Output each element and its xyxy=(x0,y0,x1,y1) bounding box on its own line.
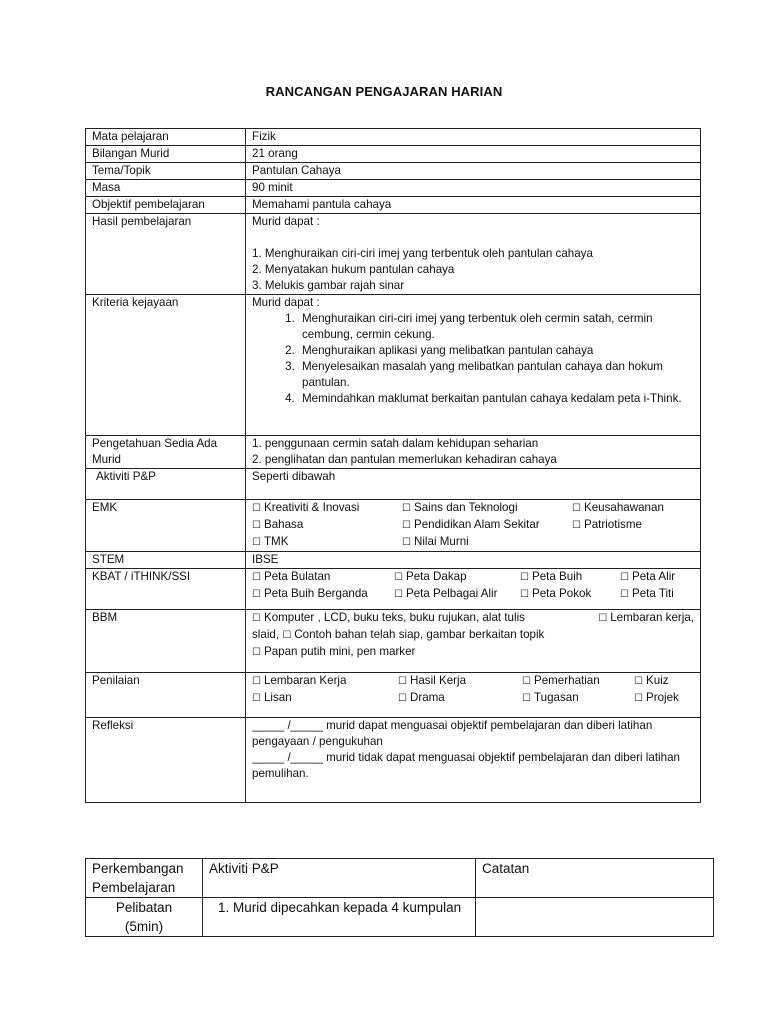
refleksi-text: _____ /_____ murid tidak dapat menguasai objektif pembelajaran dan diberi latihan pemulihan. xyxy=(252,751,680,780)
column-header: Aktiviti P&P xyxy=(203,859,476,898)
row-value: Seperti dibawah xyxy=(246,469,701,500)
row-value xyxy=(246,610,701,673)
table-row xyxy=(86,552,701,569)
page-title: RANCANGAN PENGAJARAN HARIAN xyxy=(265,84,503,99)
table-row xyxy=(86,146,701,163)
list-item: 3. Menyelesaikan masalah yang melibatkan pantulan cahaya dan hokum pantulan. xyxy=(298,359,694,391)
row-value: Fizik xyxy=(246,129,701,146)
row-label: KBAT / iTHINK/SSI xyxy=(86,569,246,610)
table-row xyxy=(86,163,701,180)
activity-cell xyxy=(203,898,476,937)
list-item: 2. Menghuraikan aplikasi yang melibatkan pantulan cahaya xyxy=(298,343,694,359)
table-row xyxy=(86,469,701,500)
list-item: 1. Menghuraikan ciri-ciri imej yang terbentuk oleh pantulan cahaya xyxy=(252,247,593,260)
row-value xyxy=(246,673,701,718)
development-table xyxy=(85,858,714,937)
list-item: 3. Melukis gambar rajah sinar xyxy=(252,279,405,292)
bbm-line xyxy=(252,644,694,661)
emk-options xyxy=(252,500,694,551)
list-item: 2. Menyatakan hukum pantulan cahaya xyxy=(252,263,455,276)
table-row xyxy=(86,898,714,937)
intro-text: Murid dapat : xyxy=(252,296,320,309)
row-label: Bilangan Murid xyxy=(86,146,246,163)
row-label: Aktiviti P&P xyxy=(86,469,246,500)
table-row xyxy=(86,295,701,436)
row-label: Tema/Topik xyxy=(86,163,246,180)
row-value xyxy=(246,214,701,295)
table-row xyxy=(86,673,701,718)
row-label: Mata pelajaran xyxy=(86,129,246,146)
intro-text: Murid dapat : xyxy=(252,215,320,228)
checkbox-option[interactable]: ☐ Tugasan xyxy=(522,690,634,707)
checkbox-option[interactable]: ☐ Peta Buih Berganda xyxy=(252,586,394,603)
checkbox-option[interactable]: ☐ Projek xyxy=(634,690,694,707)
checkbox-option[interactable]: ☐ Peta Bulatan xyxy=(252,569,394,586)
table-header-row xyxy=(86,859,714,898)
checkbox-option[interactable]: ☐ Komputer , LCD, buku teks, buku rujukan, alat tulis xyxy=(252,610,525,627)
row-value xyxy=(246,436,701,469)
row-value xyxy=(246,500,701,552)
checkbox-option[interactable]: ☐ Pemerhatian xyxy=(522,673,634,690)
bbm-text: slaid, xyxy=(252,628,280,641)
list-item: 1. penggunaan cermin satah dalam kehidupan seharian xyxy=(252,437,539,450)
bbm-line xyxy=(252,627,694,644)
checkbox-option[interactable]: ☐ Peta Pelbagai Alir xyxy=(394,586,520,603)
checkbox-option[interactable]: ☐ Hasil Kerja xyxy=(398,673,522,690)
checkbox-option[interactable]: ☐ Kreativiti & Inovasi xyxy=(252,500,402,517)
row-label: Masa xyxy=(86,180,246,197)
column-header: Catatan xyxy=(476,859,714,898)
checkbox-option[interactable]: ☐ Contoh bahan telah siap, gambar berkaitan topik xyxy=(282,628,544,641)
checkbox-option[interactable]: ☐ Lembaran Kerja xyxy=(252,673,398,690)
row-value: Memahami pantula cahaya xyxy=(246,197,701,214)
column-header: Perkembangan Pembelajaran xyxy=(86,859,203,898)
row-value xyxy=(246,569,701,610)
row-label: Refleksi xyxy=(86,718,246,803)
checkbox-option[interactable]: ☐ Lembaran kerja, xyxy=(598,610,694,627)
checkbox-option[interactable]: ☐ Peta Titi xyxy=(620,586,690,603)
row-label: Hasil pembelajaran xyxy=(86,214,246,295)
table-row xyxy=(86,610,701,673)
table-row xyxy=(86,436,701,469)
note-cell xyxy=(476,898,714,937)
checkbox-option[interactable]: ☐ Sains dan Teknologi xyxy=(402,500,572,517)
stage-name: Pelibatan xyxy=(115,900,173,915)
row-value: IBSE xyxy=(246,552,701,569)
activity-list xyxy=(209,898,469,917)
table-row xyxy=(86,180,701,197)
row-label: Kriteria kejayaan xyxy=(86,295,246,436)
stage-time: (5min) xyxy=(124,919,164,934)
checkbox-option[interactable]: ☐ Pendidikan Alam Sekitar xyxy=(402,517,572,534)
checkbox-option[interactable]: ☐ Kuiz xyxy=(634,673,694,690)
checkbox-option[interactable]: ☐ Drama xyxy=(398,690,522,707)
table-row xyxy=(86,129,701,146)
table-row xyxy=(86,718,701,803)
list-item: 2. penglihatan dan pantulan memerlukan kehadiran cahaya xyxy=(252,453,557,466)
checkbox-option[interactable]: ☐ Keusahawanan xyxy=(572,500,682,517)
row-value: 90 minit xyxy=(246,180,701,197)
row-value xyxy=(246,295,701,436)
checkbox-option[interactable]: ☐ Lisan xyxy=(252,690,398,707)
list-item: 1. Menghuraikan ciri-ciri imej yang terbentuk oleh cermin satah, cermin cembung, cermin cekung. xyxy=(298,311,694,343)
checkbox-option[interactable]: ☐ Peta Buih xyxy=(520,569,620,586)
list-item: 4. Memindahkan maklumat berkaitan pantulan cahaya kedalam peta i-Think. xyxy=(298,391,694,407)
row-value: Pantulan Cahaya xyxy=(246,163,701,180)
stage-cell xyxy=(86,898,203,937)
table-row xyxy=(86,569,701,610)
kbat-options xyxy=(252,569,694,603)
checkbox-option[interactable]: ☐ Peta Dakap xyxy=(394,569,520,586)
row-value: 21 orang xyxy=(246,146,701,163)
refleksi-text: _____ /_____ murid dapat menguasai objektif pembelajaran dan diberi latihan pengayaan / pengukuhan xyxy=(252,719,653,748)
checkbox-option[interactable]: ☐ TMK xyxy=(252,534,402,551)
checkbox-option[interactable]: ☐ Nilai Murni xyxy=(402,534,572,551)
row-label: Penilaian xyxy=(86,673,246,718)
row-value xyxy=(246,718,701,803)
row-label: Pengetahuan Sedia Ada Murid xyxy=(86,436,246,469)
list-item: 1. Murid dipecahkan kepada 4 kumpulan xyxy=(233,898,469,917)
row-label: STEM xyxy=(86,552,246,569)
row-label: Objektif pembelajaran xyxy=(86,197,246,214)
checkbox-option[interactable]: ☐ Peta Pokok xyxy=(520,586,620,603)
row-label: BBM xyxy=(86,610,246,673)
checkbox-option[interactable]: ☐ Bahasa xyxy=(252,517,402,534)
bbm-line xyxy=(252,610,694,627)
table-row xyxy=(86,214,701,295)
row-label: EMK xyxy=(86,500,246,552)
lesson-plan-table xyxy=(85,128,701,803)
table-row xyxy=(86,197,701,214)
checkbox-option[interactable]: ☐ Peta Alir xyxy=(620,569,690,586)
penilaian-options xyxy=(252,673,694,707)
criteria-list xyxy=(252,311,694,407)
table-row xyxy=(86,500,701,552)
checkbox-option[interactable]: ☐ Patriotisme xyxy=(572,517,682,534)
checkbox-option[interactable]: ☐ Papan putih mini, pen marker xyxy=(252,645,415,658)
